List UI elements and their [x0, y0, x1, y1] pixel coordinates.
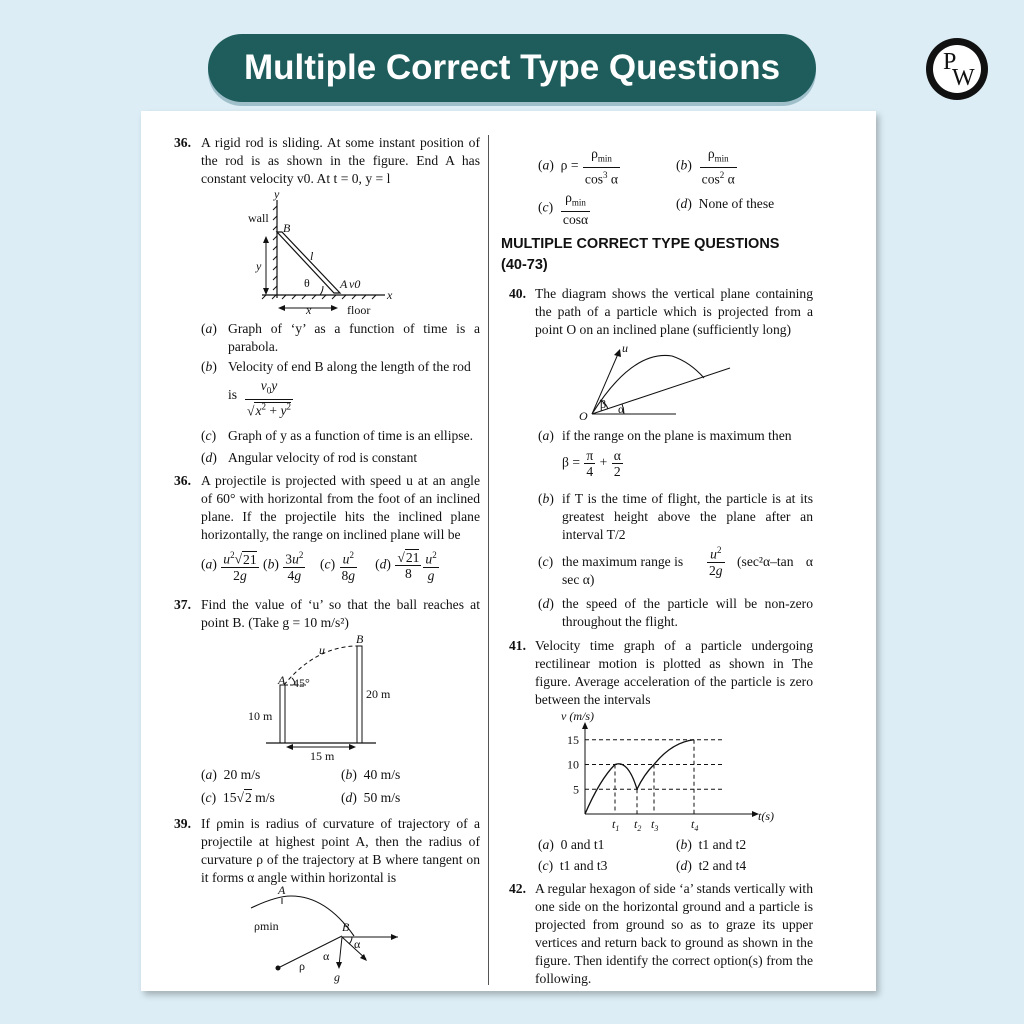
option-a-text: Graph of ‘y’ as a function of time is a parabola.	[228, 321, 480, 354]
alpha-label-1: α	[323, 949, 330, 963]
option-c-text: Graph of y as a function of time is an ellipse.	[228, 428, 473, 443]
theta-label: θ	[304, 276, 310, 290]
question-text: Find the value of ‘u’ so that the ball reaches at point B. (Take g = 10 m/s²)	[201, 597, 480, 630]
option-a: (a) 20 m/s	[201, 767, 261, 782]
tower-figure	[246, 632, 416, 764]
option-label: (c)	[201, 428, 217, 443]
point-b-label: B	[342, 920, 350, 934]
y-tick-5: 5	[573, 782, 579, 797]
section-range: (40-73)	[501, 257, 548, 273]
question-number: 39.	[174, 816, 191, 831]
pw-logo	[926, 38, 988, 100]
option-b: (b) t1 and t2	[676, 837, 747, 852]
option-label: (c)	[538, 554, 554, 569]
option-c: (c) $\frac{\rho_{min}}{\cos\alpha}$	[538, 190, 589, 227]
velocity-label: u	[622, 341, 628, 355]
option-label: (d)	[201, 450, 217, 465]
velocity-curve	[585, 740, 694, 814]
section-heading: MULTIPLE CORRECT TYPE QUESTIONS	[501, 236, 780, 252]
rho-min-label: ρmin	[254, 919, 279, 933]
point-b-label: B	[283, 221, 291, 235]
x-tick-sub-t1: 1	[615, 824, 620, 833]
velocity-label: v0	[349, 277, 361, 291]
option-b-text: 40 m/s	[363, 767, 401, 782]
alpha-label: α	[618, 402, 625, 416]
height-b-label: 20 m	[366, 687, 391, 701]
wall-label: wall	[248, 211, 269, 225]
curvature-figure	[246, 884, 406, 984]
option-b-text: t1 and t2	[698, 837, 747, 852]
option-d-text: 50 m/s	[363, 790, 401, 805]
angle-label: 45°	[293, 676, 310, 690]
x-tick-sub-t3: 3	[654, 824, 659, 833]
question-number: 40.	[509, 286, 526, 301]
option-d: (d) 50 m/s	[341, 790, 401, 805]
option-c: (c) 15√2 m/s	[201, 790, 275, 805]
option-label: (a)	[201, 321, 217, 336]
option-a: (a) 0 and t1	[538, 837, 605, 852]
y-axis-arrow	[582, 722, 588, 729]
option-b-is: is	[228, 387, 238, 402]
question-text: A projectile is projected with speed u at an angle of 60° with horizontal from the foot of an inclined plane. If the projectile hits the inclined plane horizontally, the range on inclined plane will be	[201, 473, 480, 542]
option-a-text: 20 m/s	[223, 767, 261, 782]
rod-figure	[240, 188, 400, 316]
option-label: (b)	[538, 491, 554, 506]
point-a-label: A	[278, 673, 286, 687]
y-tick-15: 15	[567, 732, 579, 747]
question-number: 36.	[174, 135, 191, 150]
option-b: (b) 40 m/s	[341, 767, 401, 782]
banner-title: Multiple Correct Type Questions	[243, 48, 781, 87]
velocity-label: u	[319, 643, 325, 657]
column-divider	[488, 135, 489, 985]
question-text: If ρmin is radius of curvature of trajectory of a projectile at highest point A, then the radius of curvature ρ of the trajectory at B where tangent on it forms α angle within horizontal is	[201, 816, 480, 885]
option-label: (d)	[538, 596, 554, 611]
point-o-label: O	[579, 409, 588, 423]
question-number: 37.	[174, 597, 191, 612]
option-a: (a) ρ = $\frac{\rho_{min}}{\cos^3 \alpha}$	[538, 146, 619, 187]
option-b: (b) $\frac{\rho_{min}}{\cos^2 \alpha}$	[676, 146, 735, 187]
point-b-label: B	[356, 632, 364, 646]
point-a-label: A	[278, 883, 286, 897]
alpha-label-2: α	[354, 937, 361, 951]
x-tick-sub-t2: 2	[637, 824, 642, 833]
question-text: The diagram shows the vertical plane containing the path of a particle which is projected from a point O on an inclined plane (sufficiently long)	[535, 286, 813, 337]
title-banner	[208, 34, 816, 102]
option-c-text: m/s	[255, 790, 275, 805]
y-axis-label: v (m/s)	[561, 709, 594, 723]
y-axis-label: y	[274, 187, 280, 201]
option-c-formula: $\frac{u^2}{2g}$	[709, 545, 723, 578]
question-number: 42.	[509, 881, 526, 896]
option-c-rest: (sec²α–tan α sec α)	[562, 554, 813, 587]
question-text: Velocity time graph of a particle undergoing rectilinear motion is plotted as shown in The figure. Average acceleration of the particle is zero between the intervals	[535, 638, 813, 707]
option-c: (c) t1 and t3	[538, 858, 608, 873]
velocity-time-graph	[540, 706, 774, 834]
x-axis-label: x	[387, 288, 393, 302]
beta-label: β	[600, 397, 607, 411]
option-d: (d) t2 and t4	[676, 858, 747, 873]
rho-label: ρ	[299, 959, 305, 973]
height-a-label: 10 m	[248, 709, 273, 723]
x-tick-t4: $t_4$	[691, 817, 699, 833]
option-label: (b)	[201, 359, 217, 374]
incline-figure	[576, 340, 736, 424]
question-number: 36.	[174, 473, 191, 488]
option-d-text: Angular velocity of rod is constant	[228, 450, 418, 465]
options-row-formulas: (a) $\frac{u^2√21}{2g}$ (b) $\frac{3u^2}{4g}$ (c) $\frac{u^2}{8g}$ (d) $\frac{√21}{8}$ $\frac{u^2}{g}$	[201, 549, 437, 583]
option-d-text: t2 and t4	[698, 858, 747, 873]
logo-letter-w: W	[952, 65, 975, 91]
option-d-text: the speed of the particle will be non-zero throughout the flight.	[562, 596, 813, 629]
distance-label: 15 m	[310, 749, 335, 763]
question-text: A rigid rod is sliding. At some instant position of the rod is as shown in the figure. End A has constant velocity v0. At t = 0, y = l	[201, 135, 480, 186]
question-number: 41.	[509, 638, 526, 653]
x-tick-t2: $t_2$	[634, 817, 642, 833]
option-c-text: the maximum range is	[562, 554, 684, 569]
option-d-text: None of these	[698, 196, 775, 211]
x-tick-t3: $t_3$	[651, 817, 659, 833]
x-axis-label: t(s)	[758, 809, 774, 823]
rod-length-label: l	[310, 249, 314, 263]
point-a-label: A	[340, 277, 348, 291]
x-tick-sub-t4: 4	[694, 824, 699, 833]
option-b-formula: $\frac{v_0y}{√x^2 + y^2}$	[247, 378, 292, 419]
floor-label: floor	[347, 303, 371, 317]
option-a-formula: β = $\frac{\pi}{4}$ + $\frac{\alpha}{2}$	[562, 448, 621, 479]
x-length-label: x	[306, 303, 312, 317]
logo-letter-p: P	[943, 49, 957, 75]
option-b-text: Velocity of end B along the length of the rod	[228, 359, 471, 374]
option-c-text: t1 and t3	[559, 858, 608, 873]
option-a-text: if the range on the plane is maximum then	[562, 428, 792, 443]
option-label: (a)	[538, 428, 554, 443]
question-text: A regular hexagon of side ‘a’ stands vertically with one side on the horizontal ground and a particle is projected from ground so as to graze its upper vertices and return back to ground as shown in the figure. Then identify the correct option(s) from the following.	[535, 881, 813, 986]
option-a-text: 0 and t1	[560, 837, 605, 852]
y-tick-10: 10	[567, 757, 579, 772]
x-tick-t1: $t_1$	[612, 817, 620, 833]
option-b-text: if T is the time of flight, the particle is at its greatest height above the plane after an interval T/2	[562, 491, 813, 542]
option-d: (d) None of these	[676, 196, 775, 211]
gravity-label: g	[334, 970, 340, 984]
y-length-label: y	[256, 259, 262, 273]
